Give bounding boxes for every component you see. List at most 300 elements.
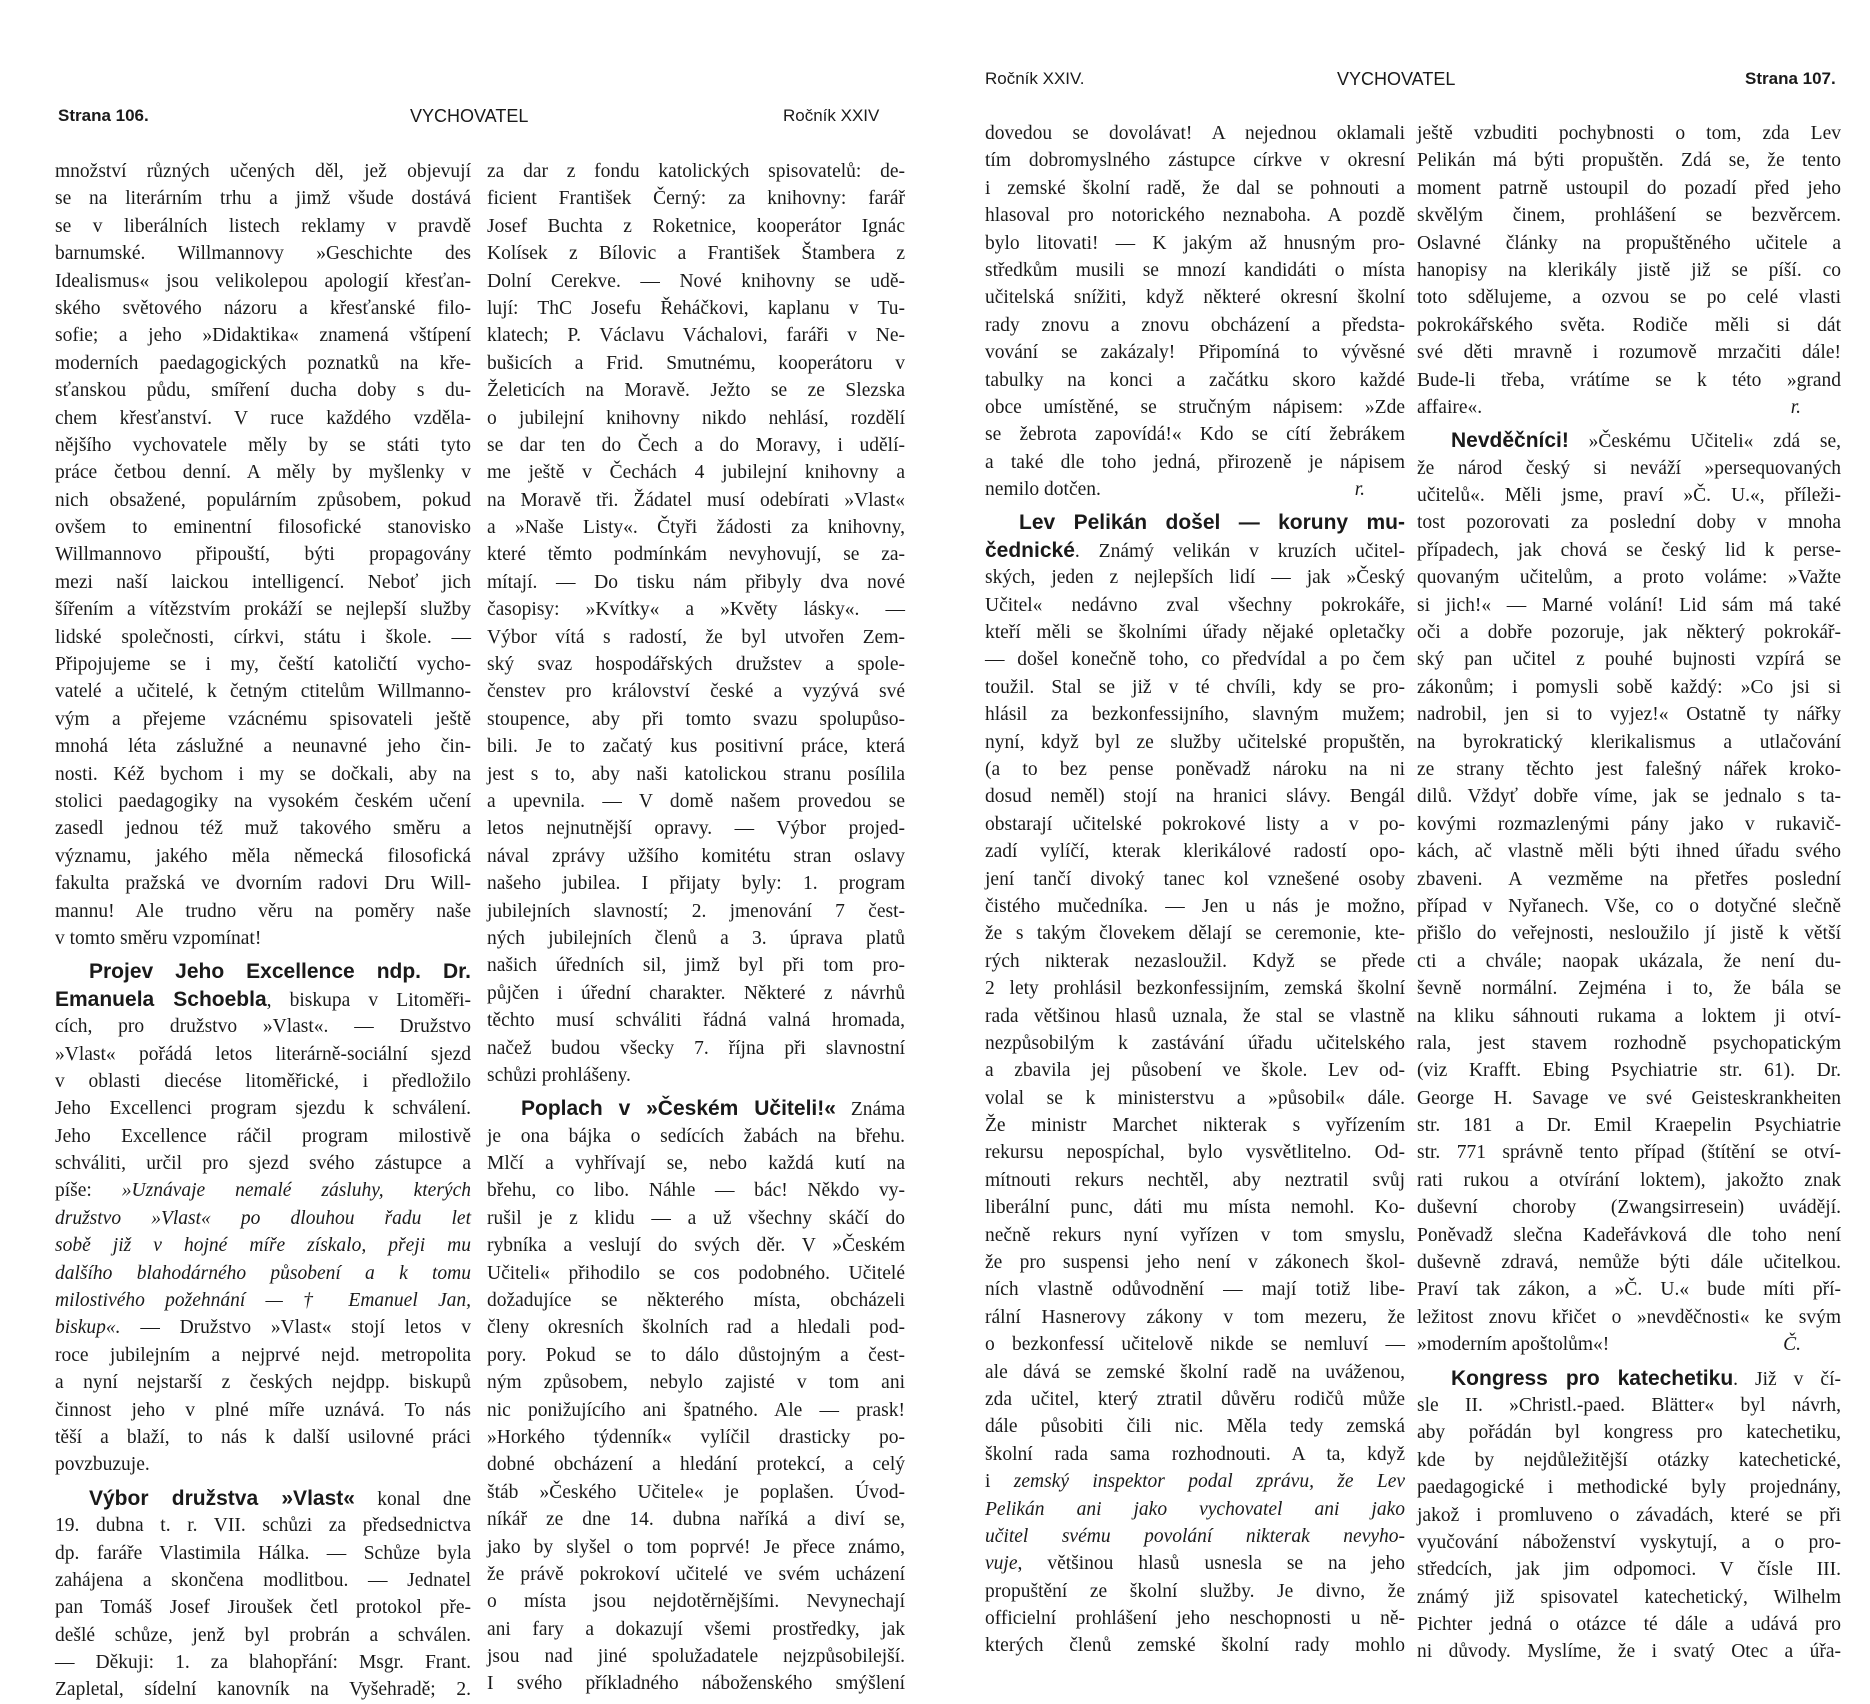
body-text: mannu! Ale trudno věru na poměry naše xyxy=(55,900,471,922)
text-line xyxy=(985,866,1405,893)
text-line xyxy=(985,1413,1405,1440)
body-text: Mlčí a vyhřívají se, nebo každá kutí na xyxy=(487,1153,905,1175)
text-line xyxy=(985,476,1405,503)
body-text: Josef Buchta z Roketnice, kooperátor Ignác xyxy=(487,215,905,237)
body-text: učitelů«. Měli jsme, praví »Č. U.«, příleži- xyxy=(1417,485,1841,507)
body-text: Kolísek z Bílovic a František Štambera z xyxy=(487,243,905,265)
body-text: ležitost znovu křičet o »nevděčnosti« ke svým xyxy=(1417,1306,1841,1328)
body-text: Bude-li třeba, vrátíme se k této »grand xyxy=(1417,369,1841,391)
text-line xyxy=(487,788,905,815)
text-line xyxy=(487,1369,905,1396)
body-text: čenstev pro království české a vyzývá své xyxy=(487,681,905,703)
body-text: ševně normální. Zejména i to, že bála se xyxy=(1417,978,1841,1000)
text-line xyxy=(55,1342,471,1369)
italic-text: sobě již v hojné míře získalo, přeji mu xyxy=(55,1235,471,1257)
body-text: ficient František Černý: za knihovny: farář xyxy=(487,188,905,210)
body-text: mítají. — Do tisku nám přibyly dva nové xyxy=(487,571,905,593)
text-line xyxy=(985,1003,1405,1030)
body-text: nemilo dotčen. xyxy=(985,479,1101,501)
body-text: propuštění ze školní služby. Je divno, že xyxy=(985,1580,1405,1602)
text-line xyxy=(1417,1276,1841,1303)
right-page-column-2 xyxy=(1417,120,1841,1666)
body-text: , většinou hlasů usnesla se na jeho xyxy=(1017,1553,1405,1575)
text-line xyxy=(985,1057,1405,1084)
text-line xyxy=(487,1287,905,1314)
body-text: ným způsobem, nebylo zajisté v tom ani xyxy=(487,1372,905,1394)
body-text: hlasoval pro notorického neznaboha. A pozdě xyxy=(985,205,1405,227)
body-text: hlásil za bezkonfessijního, slavným mužem; xyxy=(985,704,1405,726)
body-text: čistého mučedníka. — Jen u nás je možno, xyxy=(985,895,1405,917)
text-line xyxy=(985,1359,1405,1386)
text-line xyxy=(1417,1611,1841,1638)
text-line xyxy=(487,761,905,788)
text-line xyxy=(55,1041,471,1068)
left-volume: Ročník XXIV xyxy=(783,106,880,125)
text-line xyxy=(487,459,905,486)
italic-text: »Uznávaje nemalé zásluhy, kterých xyxy=(121,1180,471,1202)
body-text: dále působiti čili nic. Měla tedy zemská xyxy=(985,1416,1405,1438)
text-line xyxy=(985,674,1405,701)
text-line xyxy=(55,1622,471,1649)
text-line xyxy=(985,1030,1405,1057)
body-text: obstarají učitelské pokrokové listy a v po- xyxy=(985,813,1405,835)
text-line xyxy=(487,1424,905,1451)
body-text: které těmto podmínkám nevyhovují, se za- xyxy=(487,544,905,566)
text-line xyxy=(55,185,471,212)
text-line xyxy=(985,619,1405,646)
text-line xyxy=(487,1314,905,1341)
text-line xyxy=(1417,1057,1841,1084)
text-line xyxy=(1417,367,1841,394)
body-text: cti a chvále; naopak ukázala, že není du- xyxy=(1417,950,1841,972)
body-text: zasedl jednou též muž takového směru a xyxy=(55,818,471,840)
text-line xyxy=(985,202,1405,229)
text-line xyxy=(487,1506,905,1533)
body-text: známý již spisovatel katechetický, Wilhelm xyxy=(1417,1586,1841,1608)
body-text: pokrokářského světa. Rodiče měli si dát xyxy=(1417,314,1841,336)
text-line xyxy=(1417,920,1841,947)
text-line xyxy=(487,1260,905,1287)
text-line xyxy=(55,1369,471,1396)
text-line xyxy=(487,1007,905,1034)
text-line xyxy=(985,1386,1405,1413)
text-line xyxy=(55,624,471,651)
italic-text: Pelikán ani jako vychovatel ani jako xyxy=(985,1498,1405,1520)
body-text: vatelé a učitelé, k četným ctitelům Willmanno- xyxy=(55,681,471,703)
text-line xyxy=(55,1013,471,1040)
body-text: Že ministr Marchet nikterak s vyřízením xyxy=(985,1115,1405,1137)
body-text: rati rukou a otvírání loktem), jakožto znak xyxy=(1417,1169,1841,1191)
text-line xyxy=(1417,1167,1841,1194)
body-text: významu, jakého měla německá filosofická xyxy=(55,845,471,867)
text-line xyxy=(487,1035,905,1062)
text-line xyxy=(487,1232,905,1259)
text-line xyxy=(985,975,1405,1002)
text-line xyxy=(487,514,905,541)
body-text: cích, pro družstvo »Vlast«. — Družstvo xyxy=(55,1016,471,1038)
author-signature: r. xyxy=(1790,396,1801,418)
body-text: duševně zdravá, nemůže býti dále učitelkou. xyxy=(1417,1252,1841,1274)
body-text: Idealismus« jsou velikolepou apologií křesťan- xyxy=(55,270,471,292)
text-line xyxy=(985,948,1405,975)
left-page-column-1 xyxy=(55,158,471,1704)
section-heading-line xyxy=(55,986,471,1013)
text-line xyxy=(487,706,905,733)
text-line xyxy=(1417,312,1841,339)
right-volume: Ročník XXIV. xyxy=(985,69,1085,88)
text-line xyxy=(1417,1249,1841,1276)
body-text: (a to bez pense poněvadž nároku na ni xyxy=(985,758,1405,780)
body-text: zbaveni. A vezměme na přetřes poslední xyxy=(1417,868,1841,890)
body-text: str. 771 správně tento případ (štítění se otví- xyxy=(1417,1142,1841,1164)
text-line xyxy=(55,459,471,486)
body-text: případech, jak chová se český lid k perse- xyxy=(1417,539,1841,561)
body-text: a nyní nejstarší z českých nejdpp. biskupů xyxy=(55,1372,471,1394)
body-text: že právě pokrokoví učitelé ve svém ucházení xyxy=(487,1563,905,1585)
text-line xyxy=(1417,674,1841,701)
body-text: v tomto směru vzpomínat! xyxy=(55,927,262,949)
section-heading-line xyxy=(487,1095,905,1122)
text-line xyxy=(985,920,1405,947)
text-line xyxy=(1417,1447,1841,1474)
text-line xyxy=(1417,120,1841,147)
body-text: rada většinou hlasů uznala, že stal se vlastně xyxy=(985,1005,1405,1027)
body-text: ského světového názoru a křesťanské filo- xyxy=(55,297,471,319)
text-line xyxy=(1417,1222,1841,1249)
text-line xyxy=(487,432,905,459)
text-line xyxy=(487,350,905,377)
text-line xyxy=(55,1150,471,1177)
text-line xyxy=(1417,756,1841,783)
body-text: i xyxy=(985,1471,1014,1493)
body-text: liberální punc, dáti mu místa nemohl. Ko- xyxy=(985,1197,1405,1219)
text-line xyxy=(487,377,905,404)
text-line xyxy=(985,312,1405,339)
text-line xyxy=(55,898,471,925)
text-line xyxy=(487,843,905,870)
body-text: 19. dubna t. r. VII. schůzi za předsednictva xyxy=(55,1515,471,1537)
text-line xyxy=(55,158,471,185)
heading-text: Poplach v »Českém Učiteli!« xyxy=(521,1097,836,1121)
body-text: šířením a vítězstvím prokáží se nejlepší služby xyxy=(55,599,471,621)
body-text: zákonům; i pomysli sobě každý: »Co jsi si xyxy=(1417,676,1841,698)
text-line xyxy=(55,843,471,870)
text-line xyxy=(55,405,471,432)
body-text: se v liberálních listech reklamy v pravdě xyxy=(55,215,471,237)
body-text: dp. faráře Vlastimila Hálka. — Schůze byla xyxy=(55,1542,471,1564)
body-text: rekursu nepospíchal, bylo vysvětlitelno. Od- xyxy=(985,1142,1405,1164)
body-text: ský pan učitel z pouhé bujnosti vzpírá se xyxy=(1417,649,1841,671)
body-text: ještě vzbuditi pochybnosti o tom, zda Lev xyxy=(1417,123,1841,144)
text-line xyxy=(487,1451,905,1478)
body-text: vování se zakázaly! Připomíná to vývěsné xyxy=(985,342,1405,364)
body-text: officielní prohlášení jeho neschopnosti u ně- xyxy=(985,1608,1405,1630)
text-line xyxy=(487,596,905,623)
text-line xyxy=(55,432,471,459)
text-line xyxy=(55,925,471,952)
body-text: těchto musí schváliti řádná valná hromada, xyxy=(487,1010,905,1032)
text-line xyxy=(487,487,905,514)
text-line xyxy=(985,1331,1405,1358)
text-line xyxy=(1417,202,1841,229)
heading-text: Emanuela Schoebla xyxy=(55,987,267,1011)
body-text: jako by slyšel o tom poprvé! Je přece známo, xyxy=(487,1536,905,1558)
text-line xyxy=(487,295,905,322)
text-line xyxy=(487,1123,905,1150)
text-line xyxy=(985,367,1405,394)
text-line xyxy=(1417,1556,1841,1583)
text-line xyxy=(1417,1003,1841,1030)
text-line xyxy=(55,213,471,240)
body-text: zadí vylíčí, kterak klerikálové radostí opo- xyxy=(985,841,1405,863)
body-text: hanopisy na klerikály jistě již se píší. co xyxy=(1417,259,1841,281)
body-text: břehu, co libo. Náhle — bác! Někdo vy- xyxy=(487,1180,905,1202)
body-text: ních vlastně odůvodnění — mají totiž libe- xyxy=(985,1279,1405,1301)
text-line xyxy=(55,322,471,349)
body-text: Jeho Excellenci program sjezdu k schválení. xyxy=(55,1098,471,1120)
text-line xyxy=(55,1260,471,1287)
body-text: roce jubilejním a nejprvé nejd. metropolita xyxy=(55,1344,471,1366)
heading-text: čednické xyxy=(985,538,1075,562)
text-line xyxy=(55,240,471,267)
section-heading-line xyxy=(1417,427,1841,454)
body-text: ských, jeden z nejlepších lidí — jak »Český xyxy=(985,567,1405,589)
body-text: . Již v čí- xyxy=(1733,1368,1841,1390)
body-text: časopisy: »Kvítky« a »Květy lásky«. — xyxy=(487,599,905,621)
body-text: nával zprávy užšího komitétu stran oslavy xyxy=(487,845,905,867)
text-line xyxy=(1417,1139,1841,1166)
text-line xyxy=(487,185,905,212)
body-text: rých nikterak nezasloužil. Když se přede xyxy=(985,950,1405,972)
text-line xyxy=(487,925,905,952)
body-text: štáb »Českého Učitele« je poplašen. Úvod- xyxy=(487,1481,905,1503)
text-line xyxy=(1417,1392,1841,1419)
body-text: rady znovu a znovu obcházení a předsta- xyxy=(985,314,1405,336)
body-text: případ v Nyřanech. Vše, co o dotyčné slečně xyxy=(1417,895,1841,917)
body-text: — došel konečně toho, co předvídal a po čem xyxy=(985,649,1405,671)
author-signature: r. xyxy=(1354,479,1365,501)
text-line xyxy=(1417,975,1841,1002)
body-text: nyní, když byl ze služby učitelské propuštěn, xyxy=(985,731,1405,753)
text-line xyxy=(985,147,1405,174)
text-line xyxy=(985,592,1405,619)
body-text: načež budou všecky 7. října při slavnostní xyxy=(487,1037,905,1059)
text-line xyxy=(985,257,1405,284)
body-text: ale dává se zemské školní radě na uváženou, xyxy=(985,1361,1405,1383)
heading-text: Projev Jeho Excellence ndp. Dr. xyxy=(89,960,471,984)
body-text: půjčen i úřední charakter. Některé z návrhů xyxy=(487,982,905,1004)
text-line xyxy=(1417,783,1841,810)
text-line xyxy=(55,815,471,842)
body-text: tabulky na konci a začátku skoro každé xyxy=(985,369,1405,391)
body-text: se žebrota zapovídá!« Kdo se cítí žebrákem xyxy=(985,424,1405,446)
body-text: toto sdělujeme, a ozvou se po celé vlasti xyxy=(1417,287,1841,309)
text-line xyxy=(1417,729,1841,756)
text-line xyxy=(985,1112,1405,1139)
body-text: že pro suspensi jeho není v zákonech škol- xyxy=(985,1252,1405,1274)
text-line xyxy=(487,898,905,925)
text-line xyxy=(985,1605,1405,1632)
text-line xyxy=(55,1451,471,1478)
body-text: dosud neměl) stojí na hranici slávy. Bengál xyxy=(985,786,1405,808)
body-text: že národ český si neváží »persequovaných xyxy=(1417,457,1841,479)
body-text: schůzi prohlášeny. xyxy=(487,1064,631,1086)
body-text: quovaným učitelům, a proto voláme: »Važte xyxy=(1417,567,1841,589)
body-text: se dar ten do Čech a do Moravy, i udělí- xyxy=(487,434,905,456)
body-text: kovými rozmazlenými pány jako v rukavič- xyxy=(1417,813,1841,835)
text-line xyxy=(985,339,1405,366)
body-text: skvělým činem, prohlášení se bezvěrcem. xyxy=(1417,205,1841,227)
body-text: jest s to, aby naši katolickou stranu posílila xyxy=(487,763,905,785)
body-text: na kliku sáhnouti rukama a loktem ji otví- xyxy=(1417,1005,1841,1027)
text-line xyxy=(487,240,905,267)
body-text: rala, jest stavem rozhodně psychopatickým xyxy=(1417,1032,1841,1054)
italic-text: učitel svému povolání nikterak nevyho- xyxy=(985,1525,1405,1547)
text-line xyxy=(985,838,1405,865)
text-line xyxy=(985,1194,1405,1221)
text-line xyxy=(985,421,1405,448)
text-line xyxy=(1417,592,1841,619)
body-text: na byrokratický klerikalismus a utlačování xyxy=(1417,731,1841,753)
body-text: barnumské. Willmannovy »Geschichte des xyxy=(55,243,471,265)
text-line xyxy=(1417,1529,1841,1556)
text-line xyxy=(487,1342,905,1369)
italic-text: dalšího blahodárného působení a k tomu xyxy=(55,1262,471,1284)
body-text: učitelská snížiti, když některé okresní školní xyxy=(985,287,1405,309)
text-line xyxy=(1417,147,1841,174)
body-text: Jeho Excellence ráčil program milostivě xyxy=(55,1125,471,1147)
body-text: klatech; P. Václavu Váchalovi, faráři v Ne- xyxy=(487,325,905,347)
text-line xyxy=(985,1468,1405,1495)
text-line xyxy=(55,761,471,788)
body-text: »Vlast« pořádá letos literárně-sociální sjezd xyxy=(55,1043,471,1065)
body-text: ský svaz hospodářských družstev a spole- xyxy=(487,654,905,676)
text-line xyxy=(1417,1638,1841,1665)
text-line xyxy=(985,175,1405,202)
body-text: vým a přejeme vzácnému spisovateli ještě xyxy=(55,708,471,730)
left-page-number: Strana 106. xyxy=(58,106,149,125)
text-line xyxy=(985,1304,1405,1331)
heading-text: Lev Pelikán došel — koruny mu- xyxy=(1019,511,1405,535)
text-line xyxy=(1417,838,1841,865)
body-text: zahájena a skončena modlitbou. — Jednatel xyxy=(55,1569,471,1591)
body-text: sťanskou půdu, smíření ducha doby s du- xyxy=(55,380,471,402)
text-line xyxy=(985,729,1405,756)
body-text: píše: xyxy=(55,1180,122,1202)
body-text: sofie; a jeho »Didaktika« znamená vštípení xyxy=(55,325,471,347)
text-line xyxy=(55,651,471,678)
text-line xyxy=(487,1561,905,1588)
body-text: dožadujíce se některého místa, obcházeli xyxy=(487,1290,905,1312)
text-line xyxy=(55,1287,471,1314)
text-line xyxy=(487,322,905,349)
text-line xyxy=(1417,1584,1841,1611)
text-line xyxy=(985,783,1405,810)
text-line xyxy=(487,1588,905,1615)
body-text: nečně rekurs nyní vyřízen v tom smyslu, xyxy=(985,1224,1405,1246)
body-text: Učitel« nedávno zval všechny pokrokáře, xyxy=(985,594,1405,616)
body-text: množství různých učených děl, jež objevují xyxy=(55,161,471,182)
body-text: dovedou se dovolávat! A nejednou oklamali xyxy=(985,123,1405,144)
text-line xyxy=(1417,394,1841,421)
text-line xyxy=(55,1232,471,1259)
text-line xyxy=(55,788,471,815)
body-text: své děti mravně i rozumově mrzačiti dále! xyxy=(1417,342,1841,364)
body-text: kách, ač vlastně měli býti ihned úřadu svého xyxy=(1417,841,1841,863)
body-text: ovšem to eminentní filosofické stanovisko xyxy=(55,517,471,539)
body-text: ni důvody. Myslíme, že i svatý Otec a úřa- xyxy=(1417,1641,1841,1663)
body-text: níkář ze dne 14. dubna naříká a diví se, xyxy=(487,1509,905,1531)
text-line xyxy=(985,284,1405,311)
text-line xyxy=(1417,1419,1841,1446)
body-text: letos nejnutnější opravy. — Výbor projed- xyxy=(487,818,905,840)
text-line xyxy=(487,405,905,432)
body-text: tím dobromyslného zástupce církve v okresní xyxy=(985,150,1405,172)
body-text: »Českému Učiteli« zdá se, xyxy=(1568,431,1841,453)
body-text: chem křesťanství. V ruce každého vzděla- xyxy=(55,407,471,429)
body-text: schváliti, určil pro sjezd svého zástupce a xyxy=(55,1153,471,1175)
body-text: středcích, jak jim odpomoci. V čísle III. xyxy=(1417,1559,1841,1581)
text-line xyxy=(985,1222,1405,1249)
italic-text: družstvo »Vlast« po dlouhou řadu let xyxy=(55,1207,471,1229)
text-line xyxy=(487,1643,905,1670)
text-line xyxy=(55,541,471,568)
body-text: nějšího vychovatele měly by se státi tyto xyxy=(55,434,471,456)
text-line xyxy=(487,158,905,185)
body-text: Oslavné články na propuštěného učitele a xyxy=(1417,232,1841,254)
body-text: ných jubilejních členů a 3. úprava platů xyxy=(487,927,905,949)
text-line xyxy=(1417,893,1841,920)
text-line xyxy=(55,1397,471,1424)
body-text: kde by nejdůležitější otázky katechetické, xyxy=(1417,1449,1841,1471)
body-text: bili. Je to začatý kus positivní práce, která xyxy=(487,736,905,758)
text-line xyxy=(55,1676,471,1703)
body-text: »Horkého týdenník« vylíčil drasticky po- xyxy=(487,1426,905,1448)
text-line xyxy=(55,1512,471,1539)
body-text: za dar z fondu katolických spisovatelů: de- xyxy=(487,161,905,182)
body-text: se na literárním trhu a jimž všude dostává xyxy=(55,188,471,210)
text-line xyxy=(1417,482,1841,509)
body-text: Willmannovo připouští, býti propagovány xyxy=(55,544,471,566)
body-text: a zbavila jej působení ve škole. Lev od- xyxy=(985,1060,1405,1082)
body-text: je ona bájka o sedících žabách na břehu. xyxy=(487,1125,905,1147)
text-line xyxy=(487,815,905,842)
section-heading-line xyxy=(55,1485,471,1512)
text-line xyxy=(985,893,1405,920)
section-heading-line xyxy=(985,537,1405,564)
text-line xyxy=(1417,1331,1841,1358)
italic-text: biskup«. xyxy=(55,1317,121,1339)
body-text: že s takým človekem dělají se ceremonie, kte- xyxy=(985,923,1405,945)
text-line xyxy=(985,449,1405,476)
body-text: kterých členů zemské školní rady mohlo xyxy=(985,1635,1405,1657)
text-line xyxy=(1417,948,1841,975)
text-line xyxy=(487,952,905,979)
text-line xyxy=(55,1594,471,1621)
text-line xyxy=(985,1441,1405,1468)
body-text: rybníka a veslují do svých děr. V »Českém xyxy=(487,1235,905,1257)
body-text: a také dle toho jedná, přirozeně je nápisem xyxy=(985,451,1405,473)
body-text: pory. Pokud se to dálo důstojným a čest- xyxy=(487,1344,905,1366)
heading-text: Nevděčníci! xyxy=(1451,429,1569,453)
text-line xyxy=(55,706,471,733)
body-text: mítnouti rekurs nechtěl, aby neztratil svůj xyxy=(985,1169,1405,1191)
text-line xyxy=(1417,619,1841,646)
body-text: školní rada sama rozhodnouti. A ta, když xyxy=(985,1443,1405,1465)
heading-text: Výbor družstva »Vlast« xyxy=(89,1486,355,1510)
body-text: nadrobil, jen si to vyjez!« Ostatně ty nářky xyxy=(1417,704,1841,726)
text-line xyxy=(55,1177,471,1204)
